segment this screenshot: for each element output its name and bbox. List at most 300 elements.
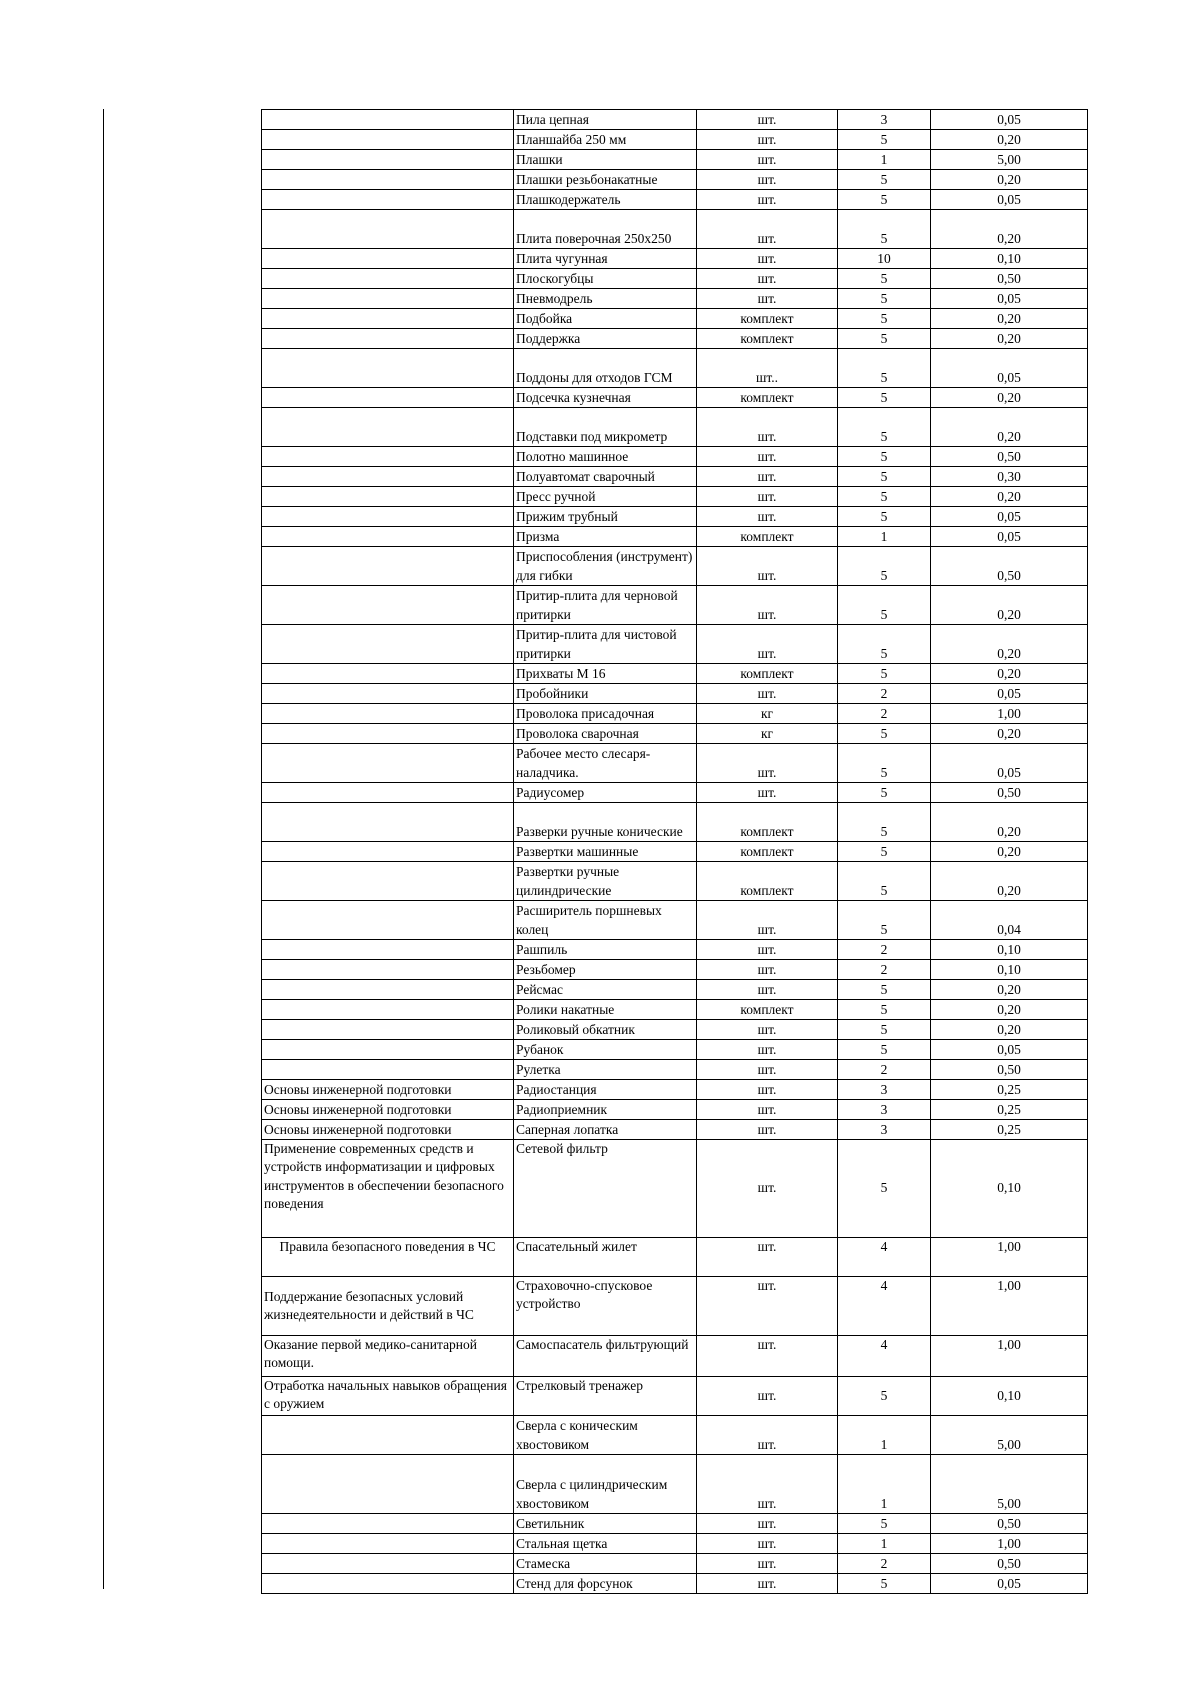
- item-name-cell: Подбойка: [514, 309, 697, 329]
- unit-cell: шт.: [697, 289, 838, 309]
- item-name-cell: Пневмодрель: [514, 289, 697, 309]
- quantity-cell: 3: [838, 1120, 931, 1140]
- table-row: [262, 1377, 1088, 1416]
- table-row: [262, 309, 1088, 329]
- quantity-cell: 3: [838, 1080, 931, 1100]
- table-row: [262, 684, 1088, 704]
- unit-cell: шт.: [697, 960, 838, 980]
- unit-cell: шт.: [697, 130, 838, 150]
- section-cell: [262, 704, 514, 724]
- quantity-cell: 5: [838, 388, 931, 408]
- table-row: [262, 1455, 1088, 1514]
- norm-cell: 0,10: [931, 249, 1088, 269]
- quantity-cell: 1: [838, 527, 931, 547]
- norm-cell: 0,25: [931, 1120, 1088, 1140]
- item-name-cell: Страховочно-спусковое устройство: [514, 1277, 697, 1336]
- norm-cell: 1,00: [931, 1277, 1088, 1336]
- unit-cell: шт.: [697, 1020, 838, 1040]
- unit-cell: шт.: [697, 1277, 838, 1336]
- section-cell: Основы инженерной подготовки: [262, 1100, 514, 1120]
- section-cell: [262, 527, 514, 547]
- section-cell: [262, 586, 514, 625]
- quantity-cell: 5: [838, 289, 931, 309]
- norm-cell: 0,50: [931, 1554, 1088, 1574]
- section-cell: [262, 625, 514, 664]
- section-cell: [262, 110, 514, 130]
- table-row: [262, 527, 1088, 547]
- quantity-cell: 5: [838, 1514, 931, 1534]
- norm-cell: 0,20: [931, 625, 1088, 664]
- section-cell: [262, 329, 514, 349]
- section-cell: [262, 210, 514, 249]
- unit-cell: шт.: [697, 110, 838, 130]
- section-cell: [262, 547, 514, 586]
- table-row: [262, 329, 1088, 349]
- norm-cell: 0,20: [931, 862, 1088, 901]
- section-cell: [262, 408, 514, 447]
- section-cell: [262, 447, 514, 467]
- section-cell: [262, 170, 514, 190]
- section-cell: [262, 862, 514, 901]
- section-cell: [262, 190, 514, 210]
- item-name-cell: Плашки: [514, 150, 697, 170]
- unit-cell: шт.: [697, 487, 838, 507]
- unit-cell: кг: [697, 704, 838, 724]
- table-row: [262, 487, 1088, 507]
- section-cell: [262, 289, 514, 309]
- table-row: [262, 507, 1088, 527]
- item-name-cell: Роликовый обкатник: [514, 1020, 697, 1040]
- norm-cell: 0,10: [931, 1140, 1088, 1238]
- section-cell: [262, 309, 514, 329]
- item-name-cell: Резьбомер: [514, 960, 697, 980]
- norm-cell: 0,20: [931, 980, 1088, 1000]
- quantity-cell: 2: [838, 704, 931, 724]
- item-name-cell: Пробойники: [514, 684, 697, 704]
- item-name-cell: Стальная щетка: [514, 1534, 697, 1554]
- unit-cell: шт.: [697, 1238, 838, 1277]
- quantity-cell: 5: [838, 980, 931, 1000]
- unit-cell: шт.: [697, 210, 838, 249]
- section-cell: [262, 664, 514, 684]
- quantity-cell: 5: [838, 803, 931, 842]
- unit-cell: комплект: [697, 527, 838, 547]
- unit-cell: шт.: [697, 1100, 838, 1120]
- table-row: [262, 1554, 1088, 1574]
- table-row: [262, 190, 1088, 210]
- quantity-cell: 1: [838, 1455, 931, 1514]
- item-name-cell: Сетевой фильтр: [514, 1140, 697, 1238]
- norm-cell: 0,20: [931, 309, 1088, 329]
- unit-cell: шт.: [697, 901, 838, 940]
- table-row: [262, 1020, 1088, 1040]
- section-cell: [262, 960, 514, 980]
- norm-cell: 0,05: [931, 744, 1088, 783]
- quantity-cell: 5: [838, 842, 931, 862]
- quantity-cell: 5: [838, 547, 931, 586]
- item-name-cell: Плита поверочная 250х250: [514, 210, 697, 249]
- norm-cell: 0,04: [931, 901, 1088, 940]
- table-row: [262, 1534, 1088, 1554]
- item-name-cell: Призма: [514, 527, 697, 547]
- table-row: [262, 586, 1088, 625]
- item-name-cell: Сверла с цилиндрическим хвостовиком: [514, 1455, 697, 1514]
- quantity-cell: 5: [838, 349, 931, 388]
- unit-cell: шт.: [697, 1140, 838, 1238]
- quantity-cell: 5: [838, 329, 931, 349]
- unit-cell: шт.: [697, 467, 838, 487]
- item-name-cell: Подсечка кузнечная: [514, 388, 697, 408]
- unit-cell: шт.: [697, 190, 838, 210]
- table-row: [262, 664, 1088, 684]
- item-name-cell: Стамеска: [514, 1554, 697, 1574]
- item-name-cell: Поддержка: [514, 329, 697, 349]
- table-row: [262, 130, 1088, 150]
- item-name-cell: Развертки машинные: [514, 842, 697, 862]
- item-name-cell: Притир-плита для чистовой притирки: [514, 625, 697, 664]
- item-name-cell: Подставки под микрометр: [514, 408, 697, 447]
- section-cell: [262, 940, 514, 960]
- section-cell: [262, 388, 514, 408]
- table-row: [262, 862, 1088, 901]
- quantity-cell: 3: [838, 1100, 931, 1120]
- quantity-cell: 10: [838, 249, 931, 269]
- norm-cell: 1,00: [931, 1336, 1088, 1377]
- item-name-cell: Пресс ручной: [514, 487, 697, 507]
- norm-cell: 0,05: [931, 1040, 1088, 1060]
- quantity-cell: 3: [838, 110, 931, 130]
- table-row: [262, 901, 1088, 940]
- section-cell: Применение современных средств и устройств информатизации и цифровых инструментов в обеспечении безопасного поведения: [262, 1140, 514, 1238]
- norm-cell: 0,05: [931, 190, 1088, 210]
- section-cell: [262, 269, 514, 289]
- item-name-cell: Плашкодержатель: [514, 190, 697, 210]
- section-cell: [262, 842, 514, 862]
- table-row: [262, 783, 1088, 803]
- item-name-cell: Рулетка: [514, 1060, 697, 1080]
- section-cell: [262, 1534, 514, 1554]
- unit-cell: шт.: [697, 1060, 838, 1080]
- section-cell: Основы инженерной подготовки: [262, 1120, 514, 1140]
- item-name-cell: Разверки ручные конические: [514, 803, 697, 842]
- unit-cell: комплект: [697, 664, 838, 684]
- unit-cell: шт.: [697, 408, 838, 447]
- section-cell: [262, 803, 514, 842]
- item-name-cell: Поддоны для отходов ГСМ: [514, 349, 697, 388]
- norm-cell: 0,20: [931, 842, 1088, 862]
- table-row: [262, 210, 1088, 249]
- section-cell: [262, 150, 514, 170]
- quantity-cell: 2: [838, 940, 931, 960]
- section-cell: [262, 349, 514, 388]
- quantity-cell: 2: [838, 1060, 931, 1080]
- section-cell: [262, 1060, 514, 1080]
- left-margin-rule: [103, 109, 104, 1589]
- norm-cell: 0,05: [931, 110, 1088, 130]
- norm-cell: 0,20: [931, 408, 1088, 447]
- item-name-cell: Стрелковый тренажер: [514, 1377, 697, 1416]
- unit-cell: комплект: [697, 803, 838, 842]
- section-cell: [262, 1514, 514, 1534]
- norm-cell: 0,05: [931, 1574, 1088, 1594]
- table-row: [262, 625, 1088, 664]
- item-name-cell: Радиусомер: [514, 783, 697, 803]
- quantity-cell: 5: [838, 210, 931, 249]
- norm-cell: 0,20: [931, 329, 1088, 349]
- quantity-cell: 5: [838, 467, 931, 487]
- quantity-cell: 5: [838, 408, 931, 447]
- unit-cell: шт.: [697, 507, 838, 527]
- table-row: [262, 447, 1088, 467]
- table-row: [262, 170, 1088, 190]
- norm-cell: 1,00: [931, 1534, 1088, 1554]
- table-row: [262, 388, 1088, 408]
- item-name-cell: Плоскогубцы: [514, 269, 697, 289]
- table-row: [262, 960, 1088, 980]
- norm-cell: 0,20: [931, 586, 1088, 625]
- table-row: [262, 803, 1088, 842]
- item-name-cell: Пила цепная: [514, 110, 697, 130]
- quantity-cell: 5: [838, 170, 931, 190]
- table-row: [262, 744, 1088, 783]
- section-cell: [262, 744, 514, 783]
- unit-cell: шт.: [697, 1554, 838, 1574]
- quantity-cell: 5: [838, 1574, 931, 1594]
- item-name-cell: Приспособления (инструмент) для гибки: [514, 547, 697, 586]
- norm-cell: 0,50: [931, 1060, 1088, 1080]
- item-name-cell: Рубанок: [514, 1040, 697, 1060]
- item-name-cell: Саперная лопатка: [514, 1120, 697, 1140]
- equipment-table: [261, 109, 1088, 1594]
- norm-cell: 0,20: [931, 170, 1088, 190]
- item-name-cell: Прижим трубный: [514, 507, 697, 527]
- unit-cell: шт.: [697, 1455, 838, 1514]
- table-row: [262, 150, 1088, 170]
- table-row: [262, 1238, 1088, 1277]
- unit-cell: шт.: [697, 586, 838, 625]
- section-cell: [262, 1574, 514, 1594]
- table-row: [262, 1416, 1088, 1455]
- item-name-cell: Плашки резьбонакатные: [514, 170, 697, 190]
- section-cell: [262, 507, 514, 527]
- item-name-cell: Стенд для форсунок: [514, 1574, 697, 1594]
- section-cell: [262, 1416, 514, 1455]
- item-name-cell: Полотно машинное: [514, 447, 697, 467]
- section-cell: [262, 1455, 514, 1514]
- unit-cell: шт.: [697, 1336, 838, 1377]
- norm-cell: 0,20: [931, 210, 1088, 249]
- unit-cell: шт.: [697, 980, 838, 1000]
- norm-cell: 0,05: [931, 527, 1088, 547]
- item-name-cell: Рабочее место слесаря-наладчика.: [514, 744, 697, 783]
- quantity-cell: 5: [838, 1020, 931, 1040]
- norm-cell: 5,00: [931, 1455, 1088, 1514]
- unit-cell: кг: [697, 724, 838, 744]
- equipment-table-body: [262, 110, 1088, 1594]
- item-name-cell: Ролики накатные: [514, 1000, 697, 1020]
- table-row: [262, 1080, 1088, 1100]
- norm-cell: 0,05: [931, 684, 1088, 704]
- unit-cell: шт.: [697, 170, 838, 190]
- quantity-cell: 5: [838, 1377, 931, 1416]
- unit-cell: шт.: [697, 269, 838, 289]
- table-row: [262, 547, 1088, 586]
- item-name-cell: Плита чугунная: [514, 249, 697, 269]
- item-name-cell: Полуавтомат сварочный: [514, 467, 697, 487]
- table-row: [262, 269, 1088, 289]
- unit-cell: шт.: [697, 940, 838, 960]
- item-name-cell: Спасательный жилет: [514, 1238, 697, 1277]
- table-row: [262, 980, 1088, 1000]
- norm-cell: 0,10: [931, 1377, 1088, 1416]
- table-row: [262, 349, 1088, 388]
- unit-cell: комплект: [697, 309, 838, 329]
- quantity-cell: 5: [838, 1140, 931, 1238]
- section-cell: [262, 1040, 514, 1060]
- norm-cell: 0,20: [931, 1020, 1088, 1040]
- unit-cell: шт.: [697, 547, 838, 586]
- norm-cell: 5,00: [931, 1416, 1088, 1455]
- quantity-cell: 1: [838, 1416, 931, 1455]
- norm-cell: 0,05: [931, 289, 1088, 309]
- quantity-cell: 5: [838, 586, 931, 625]
- quantity-cell: 5: [838, 487, 931, 507]
- norm-cell: 0,50: [931, 447, 1088, 467]
- table-row: [262, 249, 1088, 269]
- quantity-cell: 2: [838, 684, 931, 704]
- quantity-cell: 5: [838, 190, 931, 210]
- norm-cell: 0,20: [931, 664, 1088, 684]
- unit-cell: комплект: [697, 388, 838, 408]
- quantity-cell: 5: [838, 1000, 931, 1020]
- table-row: [262, 289, 1088, 309]
- unit-cell: комплект: [697, 862, 838, 901]
- quantity-cell: 4: [838, 1238, 931, 1277]
- norm-cell: 0,50: [931, 1514, 1088, 1534]
- section-cell: [262, 783, 514, 803]
- unit-cell: шт.: [697, 783, 838, 803]
- item-name-cell: Самоспасатель фильтрующий: [514, 1336, 697, 1377]
- norm-cell: 0,10: [931, 940, 1088, 960]
- quantity-cell: 5: [838, 130, 931, 150]
- section-cell: Основы инженерной подготовки: [262, 1080, 514, 1100]
- quantity-cell: 5: [838, 507, 931, 527]
- quantity-cell: 1: [838, 1534, 931, 1554]
- item-name-cell: Проволока сварочная: [514, 724, 697, 744]
- norm-cell: 0,20: [931, 1000, 1088, 1020]
- norm-cell: 0,05: [931, 507, 1088, 527]
- section-cell: [262, 1020, 514, 1040]
- item-name-cell: Светильник: [514, 1514, 697, 1534]
- norm-cell: 0,30: [931, 467, 1088, 487]
- quantity-cell: 5: [838, 783, 931, 803]
- table-row: [262, 1140, 1088, 1238]
- unit-cell: шт..: [697, 349, 838, 388]
- table-row: [262, 704, 1088, 724]
- norm-cell: 0,20: [931, 388, 1088, 408]
- norm-cell: 0,20: [931, 487, 1088, 507]
- quantity-cell: 1: [838, 150, 931, 170]
- item-name-cell: Рашпиль: [514, 940, 697, 960]
- item-name-cell: Рейсмас: [514, 980, 697, 1000]
- table-row: [262, 842, 1088, 862]
- quantity-cell: 2: [838, 960, 931, 980]
- unit-cell: шт.: [697, 1534, 838, 1554]
- unit-cell: шт.: [697, 1120, 838, 1140]
- unit-cell: шт.: [697, 249, 838, 269]
- item-name-cell: Радиоприемник: [514, 1100, 697, 1120]
- item-name-cell: Сверла с коническим хвостовиком: [514, 1416, 697, 1455]
- quantity-cell: 5: [838, 901, 931, 940]
- unit-cell: шт.: [697, 1377, 838, 1416]
- quantity-cell: 5: [838, 269, 931, 289]
- norm-cell: 0,25: [931, 1080, 1088, 1100]
- section-cell: Отработка начальных навыков обращения с оружием: [262, 1377, 514, 1416]
- table-row: [262, 1120, 1088, 1140]
- table-row: [262, 1100, 1088, 1120]
- section-cell: [262, 487, 514, 507]
- quantity-cell: 5: [838, 664, 931, 684]
- section-cell: Поддержание безопасных условий жизнедеятельности и действий в ЧС: [262, 1277, 514, 1336]
- unit-cell: шт.: [697, 150, 838, 170]
- table-row: [262, 110, 1088, 130]
- table-row: [262, 940, 1088, 960]
- section-cell: [262, 901, 514, 940]
- item-name-cell: Расширитель поршневых колец: [514, 901, 697, 940]
- item-name-cell: Планшайба 250 мм: [514, 130, 697, 150]
- quantity-cell: 4: [838, 1336, 931, 1377]
- norm-cell: 0,50: [931, 783, 1088, 803]
- unit-cell: шт.: [697, 1080, 838, 1100]
- table-row: [262, 724, 1088, 744]
- unit-cell: шт.: [697, 1416, 838, 1455]
- unit-cell: шт.: [697, 744, 838, 783]
- quantity-cell: 5: [838, 447, 931, 467]
- quantity-cell: 5: [838, 309, 931, 329]
- norm-cell: 0,20: [931, 803, 1088, 842]
- section-cell: Оказание первой медико-санитарной помощи.: [262, 1336, 514, 1377]
- unit-cell: шт.: [697, 1514, 838, 1534]
- unit-cell: шт.: [697, 1040, 838, 1060]
- item-name-cell: Радиостанция: [514, 1080, 697, 1100]
- quantity-cell: 2: [838, 1554, 931, 1574]
- table-row: [262, 1514, 1088, 1534]
- norm-cell: 1,00: [931, 704, 1088, 724]
- table-row: [262, 1336, 1088, 1377]
- table-row: [262, 1060, 1088, 1080]
- norm-cell: 0,25: [931, 1100, 1088, 1120]
- item-name-cell: Развертки ручные цилиндрические: [514, 862, 697, 901]
- section-cell: Правила безопасного поведения в ЧС: [262, 1238, 514, 1277]
- table-row: [262, 1000, 1088, 1020]
- quantity-cell: 5: [838, 625, 931, 664]
- quantity-cell: 5: [838, 1040, 931, 1060]
- section-cell: [262, 249, 514, 269]
- unit-cell: комплект: [697, 1000, 838, 1020]
- table-row: [262, 467, 1088, 487]
- norm-cell: 0,50: [931, 269, 1088, 289]
- quantity-cell: 5: [838, 862, 931, 901]
- unit-cell: комплект: [697, 329, 838, 349]
- norm-cell: 0,20: [931, 724, 1088, 744]
- unit-cell: комплект: [697, 842, 838, 862]
- table-row: [262, 1277, 1088, 1336]
- item-name-cell: Прихваты М 16: [514, 664, 697, 684]
- unit-cell: шт.: [697, 447, 838, 467]
- quantity-cell: 4: [838, 1277, 931, 1336]
- norm-cell: 5,00: [931, 150, 1088, 170]
- quantity-cell: 5: [838, 744, 931, 783]
